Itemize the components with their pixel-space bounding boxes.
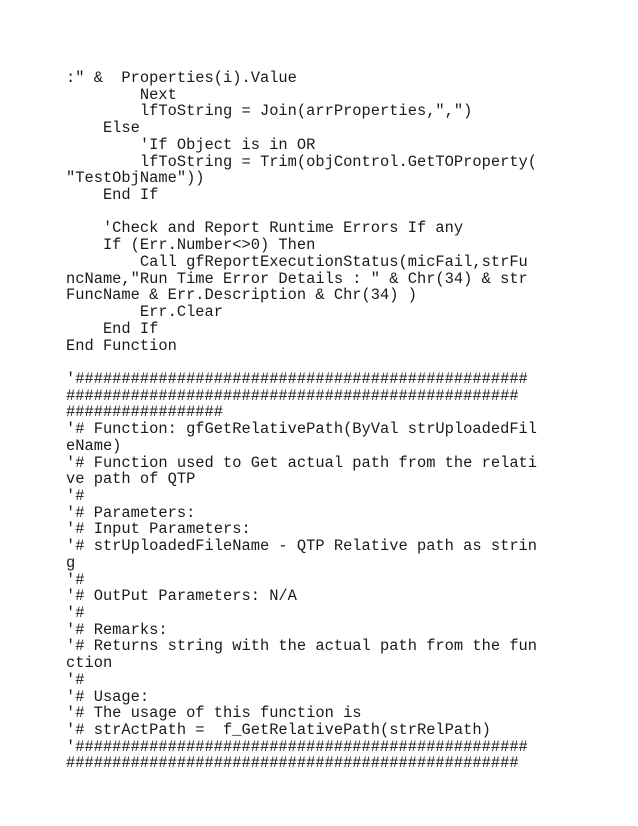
code-line: '# strActPath = f_GetRelativePath(strRelPath) (66, 721, 491, 740)
code-line: End If (66, 319, 159, 338)
code-line: 'Check and Report Runtime Errors If any (66, 219, 464, 238)
code-line: '################################################# (66, 737, 528, 756)
code-line: '# Parameters: (66, 503, 196, 522)
code-line: '# strUploadedFileName - QTP Relative path as strin (66, 537, 538, 556)
code-line: Call gfReportExecutionStatus(micFail,strFu (66, 252, 528, 271)
code-line (66, 204, 586, 221)
code-line: ction (66, 654, 113, 673)
code-line: '# The usage of this function is (66, 704, 362, 723)
code-line: ncName,"Run Time Error Details : " & Chr(34) & str (66, 269, 528, 288)
code-line: '# Function used to Get actual path from the relati (66, 453, 538, 472)
code-line: '# (66, 670, 85, 689)
code-line: '# Input Parameters: (66, 520, 251, 539)
code-line: :" & Properties(i).Value (66, 69, 297, 87)
code-listing (66, 70, 586, 772)
code-line: ################################################# (66, 754, 519, 773)
code-line: eName) (66, 436, 122, 455)
code-line: '# Function: gfGetRelativePath(ByVal strUploadedFil (66, 420, 538, 439)
code-line: lfToString = Trim(objControl.GetTOProperty( (66, 152, 538, 171)
code-line: Else (66, 119, 140, 138)
code-line: g (66, 553, 76, 572)
code-line: '# OutPut Parameters: N/A (66, 587, 297, 606)
code-line: '# (66, 570, 85, 589)
code-line: "TestObjName")) (66, 169, 205, 188)
code-line: '# (66, 486, 85, 505)
code-line: End If (66, 186, 159, 205)
code-line: Next (66, 85, 177, 104)
code-line: lfToString = Join(arrProperties,",") (66, 102, 473, 121)
code-line: Err.Clear (66, 303, 224, 322)
code-line: '# Usage: (66, 687, 150, 706)
code-line: '################################################# (66, 369, 528, 388)
code-line (66, 354, 586, 371)
code-line: ve path of QTP (66, 470, 196, 489)
code-line: If (Err.Number<>0) Then (66, 236, 316, 255)
code-line: FuncName & Err.Description & Chr(34) ) (66, 286, 417, 305)
code-line: ################# (66, 403, 224, 422)
code-line: '# Returns string with the actual path from the fun (66, 637, 538, 656)
code-line: 'If Object is in OR (66, 135, 316, 154)
code-line: '# Remarks: (66, 620, 168, 639)
code-line: End Function (66, 336, 177, 355)
code-line: '# (66, 604, 85, 622)
code-line: ################################################# (66, 386, 519, 405)
